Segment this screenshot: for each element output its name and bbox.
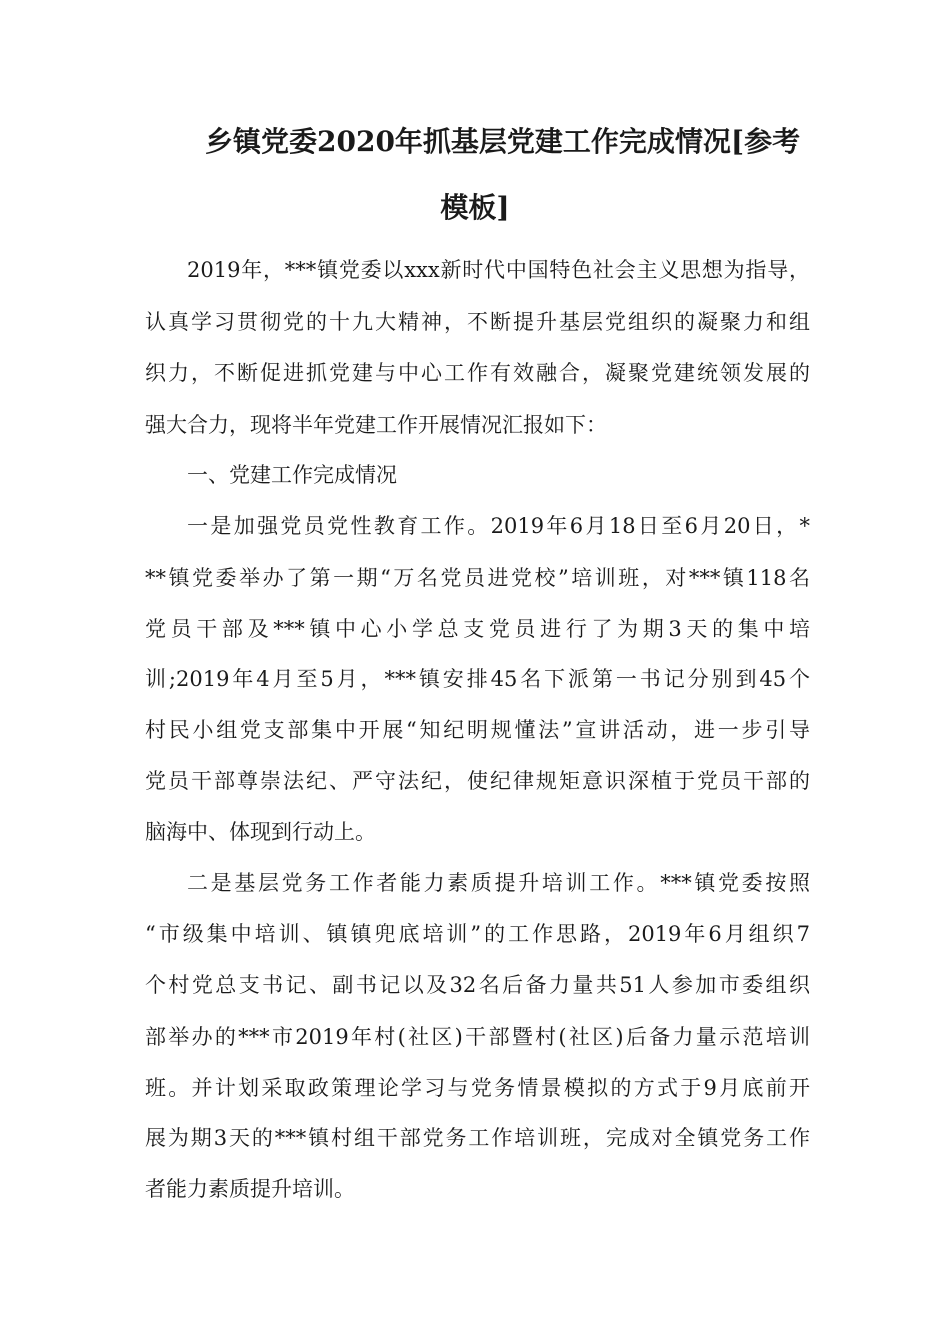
- paragraph-line: 村民小组党支部集中开展“知纪明规懂法”宣讲活动，进一步引导: [145, 718, 810, 742]
- document-title-line-2: 模板]: [440, 191, 510, 224]
- paragraph-line: 认真学习贯彻党的十九大精神，不断提升基层党组织的凝聚力和组: [145, 310, 810, 334]
- paragraph-line: 党员干部尊崇法纪、严守法纪，使纪律规矩意识深植于党员干部的: [145, 769, 810, 793]
- paragraph-line: 班。并计划采取政策理论学习与党务情景模拟的方式于9月底前开: [145, 1076, 810, 1100]
- paragraph-line: 一是加强党员党性教育工作。2019年6月18日至6月20日，*: [187, 514, 810, 538]
- paragraph-line: 部举办的***市2019年村(社区)干部暨村(社区)后备力量示范培训: [145, 1025, 810, 1049]
- document-title-line-1: 乡镇党委2020年抓基层党建工作完成情况[参考: [205, 125, 801, 158]
- paragraph-line: 展为期3天的***镇村组干部党务工作培训班，完成对全镇党务工作: [145, 1126, 810, 1150]
- section-heading: 一、党建工作完成情况: [187, 463, 397, 487]
- paragraph-line: 者能力素质提升培训。: [145, 1177, 355, 1201]
- paragraph-line: 脑海中、体现到行动上。: [145, 820, 376, 844]
- paragraph-line: “市级集中培训、镇镇兜底培训”的工作思路，2019年6月组织7: [145, 922, 810, 946]
- paragraph-line: 强大合力，现将半年党建工作开展情况汇报如下：: [145, 413, 607, 437]
- paragraph-line: 2019年，***镇党委以xxx新时代中国特色社会主义思想为指导，: [187, 258, 810, 282]
- paragraph-line: 训;2019年4月至5月，***镇安排45名下派第一书记分别到45个: [145, 667, 810, 691]
- paragraph-line: **镇党委举办了第一期“万名党员进党校”培训班，对***镇118名: [145, 566, 810, 590]
- paragraph-line: 党员干部及***镇中心小学总支党员进行了为期3天的集中培: [145, 617, 810, 641]
- paragraph-line: 织力，不断促进抓党建与中心工作有效融合，凝聚党建统领发展的: [145, 361, 810, 385]
- paragraph-line: 二是基层党务工作者能力素质提升培训工作。***镇党委按照: [187, 871, 810, 895]
- paragraph-line: 个村党总支书记、副书记以及32名后备力量共51人参加市委组织: [145, 973, 810, 997]
